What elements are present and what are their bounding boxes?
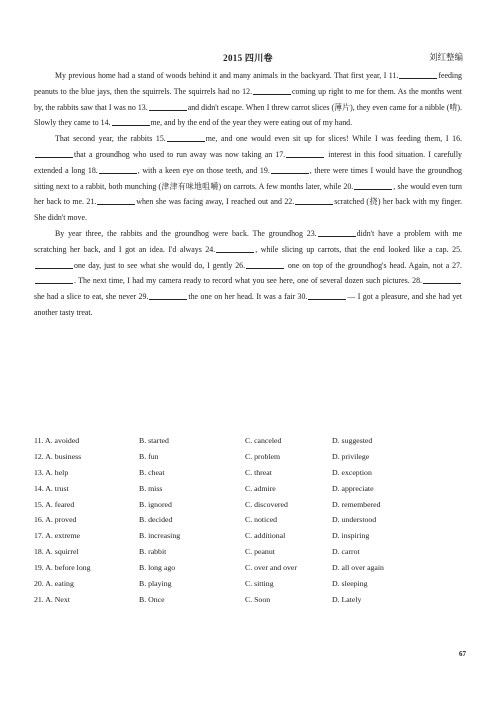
editor-credit: 刘红整编	[428, 52, 463, 62]
option-b: B. started	[139, 436, 169, 445]
answer-options	[34, 436, 462, 611]
option-d: D. remembered	[332, 499, 381, 509]
blank-line	[399, 70, 437, 79]
passage-text: me, and one would even sit up for slices! While I was feeding them, I	[205, 134, 453, 144]
option-d: D. sleeping	[332, 579, 368, 589]
passage-text: , while slicing up carrots, that the end looked like a cap.	[255, 244, 453, 254]
blank-line	[423, 275, 461, 284]
page-title: 2015 四川卷	[223, 53, 273, 63]
paragraph-3	[34, 226, 462, 321]
passage-text: interest in this food situation. I carefully extended a long	[34, 149, 462, 175]
option-d: D. exception	[332, 467, 372, 477]
option-row	[34, 531, 462, 547]
option-row	[34, 500, 462, 516]
option-d: D. inspiring	[332, 531, 370, 541]
paragraph-2	[34, 131, 462, 226]
option-c: C. canceled	[245, 436, 282, 445]
blank-number: 11.	[388, 71, 399, 80]
blank-number: 16.	[452, 134, 462, 144]
option-d: D. appreciate	[332, 483, 374, 493]
option-d: D. all over again	[332, 563, 384, 573]
blank-line	[295, 196, 333, 205]
blank-number: 13.	[137, 102, 148, 112]
passage-text: she had a slice to eat, she never	[34, 292, 139, 302]
passage-text: That second year, the rabbits	[55, 134, 156, 144]
option-c: C. Soon	[245, 594, 271, 604]
blank-line	[253, 86, 291, 95]
option-c: C. over and over	[245, 563, 297, 573]
option-c: C. admire	[245, 483, 276, 493]
option-row	[34, 547, 462, 563]
option-row	[34, 515, 462, 531]
passage-text: , she would even turn her back to me.	[34, 181, 462, 207]
blank-line	[354, 181, 392, 190]
blank-line	[286, 149, 324, 158]
blank-number: 24.	[205, 244, 216, 254]
passage-text: My previous home had a stand of woods behind it and many animals in the backyard. That first year, I	[55, 71, 389, 80]
blank-number: 14.	[100, 118, 111, 128]
option-d: D. suggested	[332, 436, 373, 445]
passage-text: one day, just to see what she would do, I gently	[74, 260, 236, 270]
option-b: B. long ago	[139, 563, 176, 573]
option-a: 17. A. extreme	[34, 531, 80, 541]
option-c: C. problem	[245, 451, 281, 461]
blank-number: 21.	[86, 197, 97, 207]
blank-line	[97, 196, 135, 205]
option-c: C. peanut	[245, 547, 275, 557]
blank-line	[318, 228, 356, 237]
blank-number: 22.	[284, 197, 295, 207]
option-b: B. cheat	[139, 467, 165, 477]
blank-line	[112, 117, 150, 126]
option-a: 16. A. proved	[34, 515, 77, 525]
option-b: B. increasing	[139, 531, 181, 541]
option-c: C. threat	[245, 467, 272, 477]
passage-text: and didn't escape. When I threw carrot slices (薄片), they even came for a nibble (啃). Slowly they came to	[34, 102, 462, 128]
blank-line	[35, 275, 73, 284]
blank-number: 23.	[306, 228, 317, 238]
passage-text: didn't have a problem with me scratching her back, and I got an idea. I'd always	[34, 228, 462, 254]
blank-line	[216, 244, 254, 253]
option-b: B. ignored	[139, 499, 172, 509]
blank-line	[246, 260, 284, 269]
blank-line	[99, 165, 137, 174]
option-a: 14. A. trust	[34, 483, 69, 493]
passage-text: that a groundhog who used to run away was now taking an	[74, 149, 276, 159]
passage-text: coming up right to me for them. As the months went by, the rabbits saw that I was no	[34, 86, 462, 112]
option-row	[34, 436, 462, 452]
blank-number: 19.	[259, 165, 270, 175]
blank-number: 29.	[138, 292, 149, 302]
passage-text: me, and by the end of the year they were eating out of my hand.	[150, 118, 353, 128]
blank-number: 27.	[452, 260, 462, 270]
option-d: D. Lately	[332, 594, 362, 604]
option-a: 21. A. Next	[34, 594, 70, 604]
option-a: 15. A. feared	[34, 499, 75, 509]
blank-number: 18.	[87, 165, 98, 175]
passage-text: . The next time, I had my camera ready to record what you see here, one of several dozen such pictures.	[74, 276, 413, 286]
option-d: D. carrot	[332, 547, 360, 557]
passage-text: one on top of the groundhog's head. Again, not a	[285, 260, 453, 270]
blank-number: 26.	[235, 260, 246, 270]
passage-text: — I got a pleasure, and she had yet another tasty treat.	[34, 292, 462, 317]
option-a: 12. A. business	[34, 451, 82, 461]
blank-line	[308, 291, 346, 300]
blank-number: 30.	[297, 292, 308, 302]
option-row	[34, 452, 462, 468]
blank-number: 12.	[242, 86, 253, 96]
blank-line	[35, 260, 73, 269]
option-b: B. fun	[139, 451, 159, 461]
page-number: 67	[459, 650, 466, 658]
option-row	[34, 468, 462, 484]
paragraph-1	[34, 68, 462, 131]
passage-text: By year three, the rabbits and the groundhog were back. The groundhog	[55, 228, 307, 238]
passage	[34, 68, 462, 321]
option-b: B. miss	[139, 483, 163, 493]
option-b: B. Once	[139, 594, 165, 604]
option-d: D. understood	[332, 515, 377, 525]
option-row	[34, 563, 462, 579]
passage-text: , there were times I would have the groundhog sitting next to a rabbit, both munching (津津有味地咀嚼) on carrots. A few months later, while	[34, 165, 462, 191]
blank-line	[167, 133, 205, 142]
option-c: C. additional	[245, 531, 286, 541]
passage-text: when she was facing away, I reached out and	[136, 197, 285, 207]
option-a: 13. A. help	[34, 467, 69, 477]
blank-number: 15.	[155, 134, 166, 144]
option-a: 19. A. before long	[34, 563, 91, 573]
option-b: B. decided	[139, 515, 173, 525]
option-c: C. noticed	[245, 515, 278, 525]
passage-text: feeding peanuts to the blue jays, then the squirrels. The squirrels had no	[34, 71, 462, 96]
option-row	[34, 595, 462, 611]
option-c: C. discovered	[245, 499, 288, 509]
option-a: 11. A. avoided	[34, 436, 80, 445]
page-header	[0, 51, 496, 65]
passage-text: , with a keen eye on those teeth, and	[137, 165, 260, 175]
option-a: 20. A. eating	[34, 579, 74, 589]
blank-line	[149, 291, 187, 300]
option-row	[34, 579, 462, 595]
option-b: B. rabbit	[139, 547, 167, 557]
blank-line	[35, 149, 73, 158]
option-d: D. privilege	[332, 451, 370, 461]
option-a: 18. A. squirrel	[34, 547, 79, 557]
blank-line	[149, 102, 187, 111]
option-row	[34, 484, 462, 500]
blank-number: 20.	[343, 181, 354, 191]
passage-text: scratched (挠) her back with my finger. She didn't move.	[34, 197, 462, 223]
option-b: B. playing	[139, 579, 172, 589]
passage-text: the one on her head. It was a fair	[188, 292, 298, 302]
blank-line	[271, 165, 309, 174]
blank-number: 25.	[452, 244, 462, 254]
blank-number: 28.	[412, 276, 422, 286]
option-c: C. sitting	[245, 579, 274, 589]
blank-number: 17.	[275, 149, 286, 159]
